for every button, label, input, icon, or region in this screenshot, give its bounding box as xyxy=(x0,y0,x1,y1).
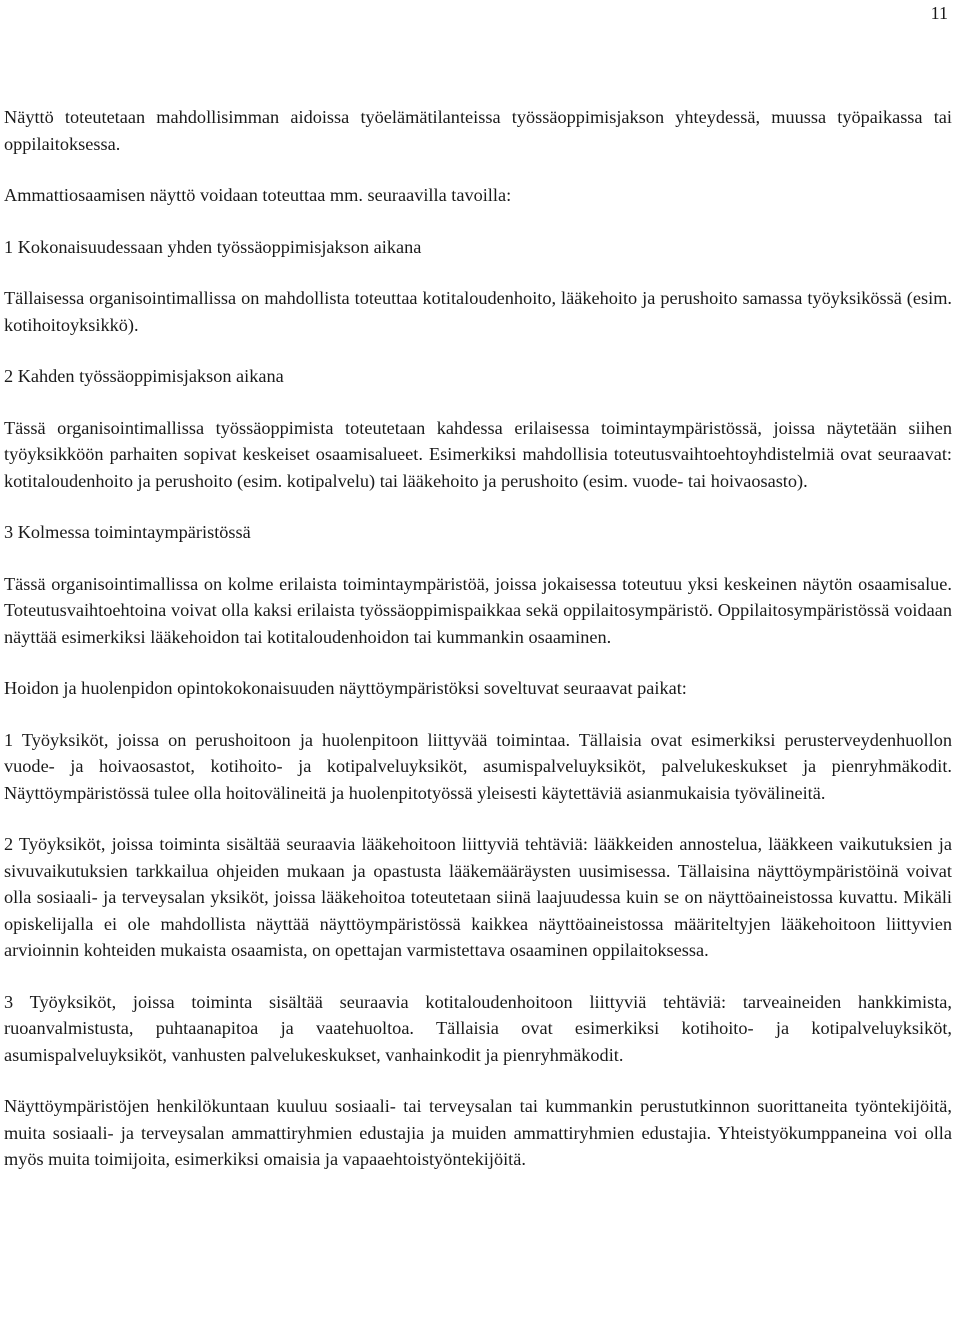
page-number: 11 xyxy=(930,3,948,23)
paragraph-intro: Näyttö toteutetaan mahdollisimman aidoissa työelämätilanteissa työssäoppimisjakson yhteydessä, muussa työpaikassa tai oppilaitoksessa. xyxy=(4,107,952,154)
paragraph-option-1: Tällaisessa organisointimallissa on mahdollista toteuttaa kotitaloudenhoito, lääkehoito ja perushoito samassa työyksikössä (esim. kotihoitoyksikkö). xyxy=(4,288,952,335)
paragraph-option-2: Tässä organisointimallissa työssäoppimista toteutetaan kahdessa erilaisessa toimintaympäristössä, joissa näytetään siihen työyksikköön parhaiten sopivat keskeiset osaamisalueet. Esimerkiksi mahdollisia toteutusvaihtoehtoyhdistelmiä ovat seuraavat: kotitaloudenhoito ja perushoito (esim. kotipalvelu) tai lääkehoito ja perushoito (esim. vuode- tai hoivaosasto). xyxy=(4,417,952,491)
document-body xyxy=(4,104,952,1173)
paragraph-option-3: Tässä organisointimallissa on kolme erilaista toimintaympäristöä, joissa jokaisessa toteutuu yksi keskeinen näytön osaamisalue. Toteutusvaihtoehtoina voivat olla kaksi erilaista työssäoppimispaikkaa sekä oppilaitosympäristö. Oppilaitosympäristössä voidaan näyttää esimerkiksi lääkehoidon tai kotitaloudenhoidon tai kummankin osaaminen. xyxy=(4,573,952,647)
heading-option-3: 3 Kolmessa toimintaympäristössä xyxy=(4,522,251,542)
heading-option-1: 1 Kokonaisuudessaan yhden työssäoppimisjakson aikana xyxy=(4,236,422,257)
paragraph-environment-3: 3 Työyksiköt, joissa toiminta sisältää seuraavia kotitaloudenhoitoon liittyviä tehtäviä: tarveaineiden hankkimista, ruoanvalmistusta, puhtaanapitoa ja vaatehuoltoa. Tällaisia ovat esimerkiksi kotihoito- ja kotipalveluyksiköt, asumispalveluyksiköt, vanhusten palvelukeskukset, vanhainkodit ja pienryhmäkodit. xyxy=(4,991,952,1065)
paragraph-environment-1: 1 Työyksiköt, joissa on perushoitoon ja huolenpitoon liittyvää toimintaa. Tällaisia ovat esimerkiksi perusterveydenhuollon vuode- ja hoivaosastot, kotihoito- ja kotipalveluyksiköt, asumispalveluyksiköt, palvelukeskukset ja pienryhmäkodit. Näyttöympäristössä tulee olla hoitovälineitä ja huolenpitotyössä yleisesti käytettäviä asianmukaisia työvälineitä. xyxy=(4,729,952,803)
paragraph-environments-lead: Hoidon ja huolenpidon opintokokonaisuuden näyttöympäristöksi soveltuvat seuraavat paikat: xyxy=(4,678,687,698)
paragraph-environment-2: 2 Työyksiköt, joissa toiminta sisältää seuraavia lääkehoitoon liittyviä tehtäviä: lääkkeiden annostelua, lääkkeen vaikutuksien ja sivuvaikutuksien tarkkailua ohjeiden mukaan ja opastusta lääkemääräysten uusimisessa. Tällaisina näyttöympäristöinä voivat olla sosiaali- ja terveysalan yksiköt, joissa lääkehoitoa toteutetaan siinä laajuudessa kuin se on näyttöaineistossa kuvattu. Mikäli opiskelijalla ei ole mahdollista näyttää näyttöympäristössä kaikkea näyttöaineistossa määriteltyjen lääkehoitoon liittyvien arvioinnin kohteiden mukaista osaamista, on opettajan varmistettava osaaminen oppilaitoksessa. xyxy=(4,834,952,960)
paragraph-staff: Näyttöympäristöjen henkilökuntaan kuuluu sosiaali- tai terveysalan tai kummankin perustutkinnon suorittaneita työntekijöitä, muita sosiaali- ja terveysalan ammattiryhmien edustajia ja muiden ammattiryhmien edustajia. Yhteistyökumppaneina voi olla myös muita toimijoita, esimerkiksi omaisia ja vapaaehtoistyöntekijöitä. xyxy=(4,1096,952,1169)
paragraph-methods-lead: Ammattiosaamisen näyttö voidaan toteuttaa mm. seuraavilla tavoilla: xyxy=(4,185,512,205)
heading-option-2: 2 Kahden työssäoppimisjakson aikana xyxy=(4,366,284,386)
